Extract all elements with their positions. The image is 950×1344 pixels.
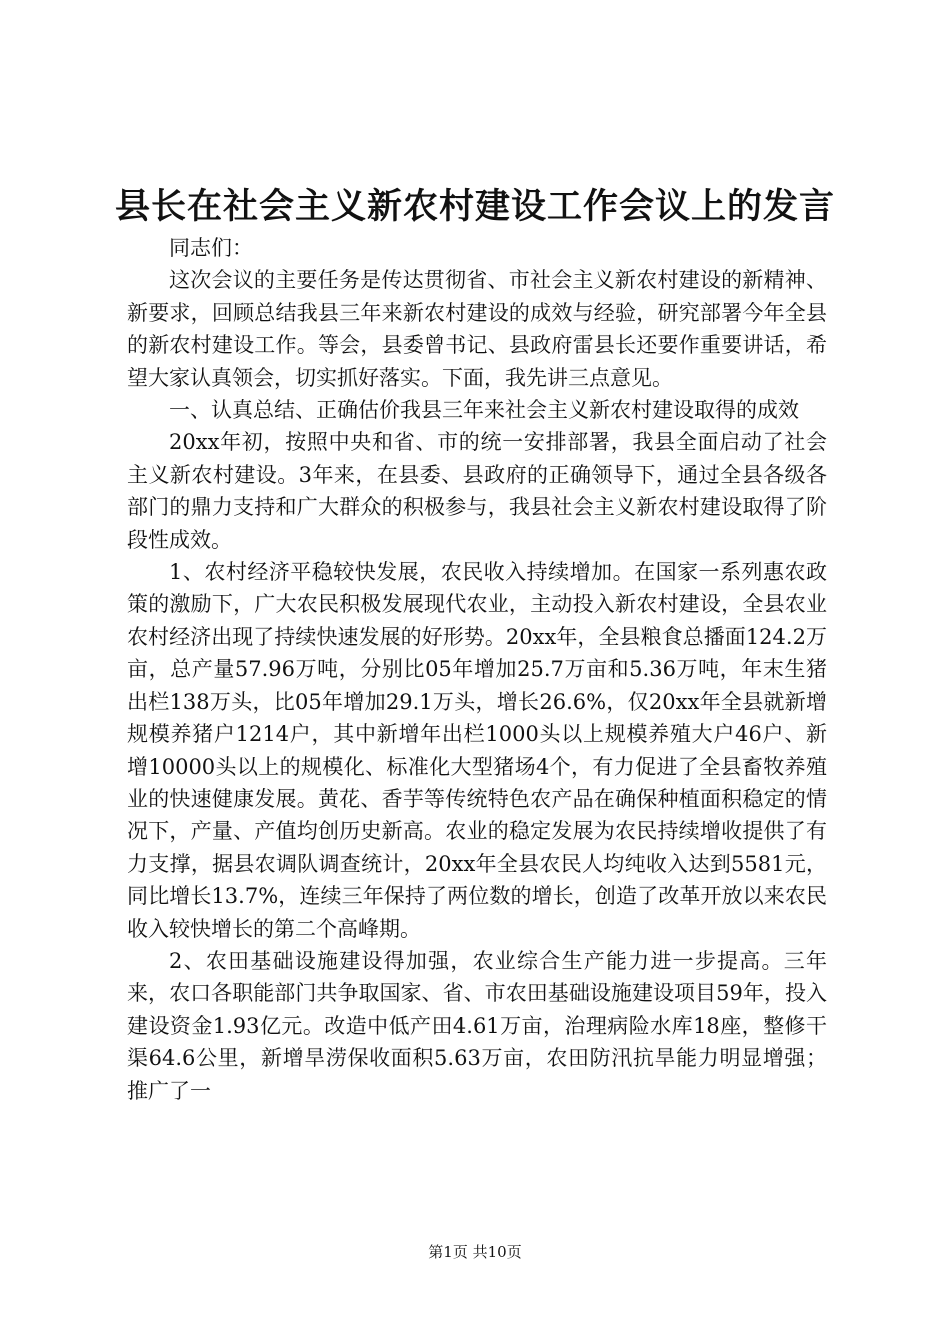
page-number: 第1页 共10页 [428, 1243, 522, 1261]
paragraph-point-2: 2、农田基础设施建设得加强，农业综合生产能力进一步提高。三年来，农口各职能部门共争取国家、省、市农田基础设施建设项目59年，投入建设资金1.93亿元。改造中低产田4.61万亩，治理病险水库18座，整修干渠64.6公里，新增旱涝保收面积5.63万亩，农田防汛抗旱能力明显增强；推广了一 [127, 948, 827, 1103]
document-title: 县长在社会主义新农村建设工作会议上的发言 [114, 186, 835, 227]
paragraph-overview: 20xx年初，按照中央和省、市的统一安排部署，我县全面启动了社会主义新农村建设。3年来，在县委、县政府的正确领导下，通过全县各级各部门的鼎力支持和广大群众的积极参与，我县社会主义新农村建设取得了阶段性成效。 [127, 430, 827, 552]
salutation: 同志们： [169, 236, 253, 260]
section-heading-1: 一、认真总结、正确估价我县三年来社会主义新农村建设取得的成效 [169, 398, 799, 423]
document-body [127, 232, 827, 1107]
paragraph-intro: 这次会议的主要任务是传达贯彻省、市社会主义新农村建设的新精神、新要求，回顾总结我县三年来新农村建设的成效与经验，研究部署今年全县的新农村建设工作。等会，县委曾书记、县政府雷县长还要作重要讲话，希望大家认真领会，切实抓好落实。下面，我先讲三点意见。 [127, 268, 827, 390]
paragraph-point-1: 1、农村经济平稳较快发展，农民收入持续增加。在国家一系列惠农政策的激励下，广大农民积极发展现代农业，主动投入新农村建设，全县农业农村经济出现了持续快速发展的好形势。20xx年，全县粮食总播面124.2万亩，总产量57.96万吨，分别比05年增加25.7万亩和5.36万吨，年末生猪出栏138万头，比05年增加29.1万头，增长26.6%，仅20xx年全县就新增规模养猪户1214户，其中新增年出栏1000头以上规模养殖大户46户、新增10000头以上的规模化、标准化大型猪场4个，有力促进了全县畜牧养殖业的快速健康发展。黄花、香芋等传统特色农产品在确保种植面积稳定的情况下，产量、产值均创历史新高。农业的稳定发展为农民持续增收提供了有力支撑，据县农调队调查统计，20xx年全县农民人均纯收入达到5581元，同比增长13.7%，连续三年保持了两位数的增长，创造了改革开放以来农民收入较快增长的第二个高峰期。 [127, 560, 827, 941]
